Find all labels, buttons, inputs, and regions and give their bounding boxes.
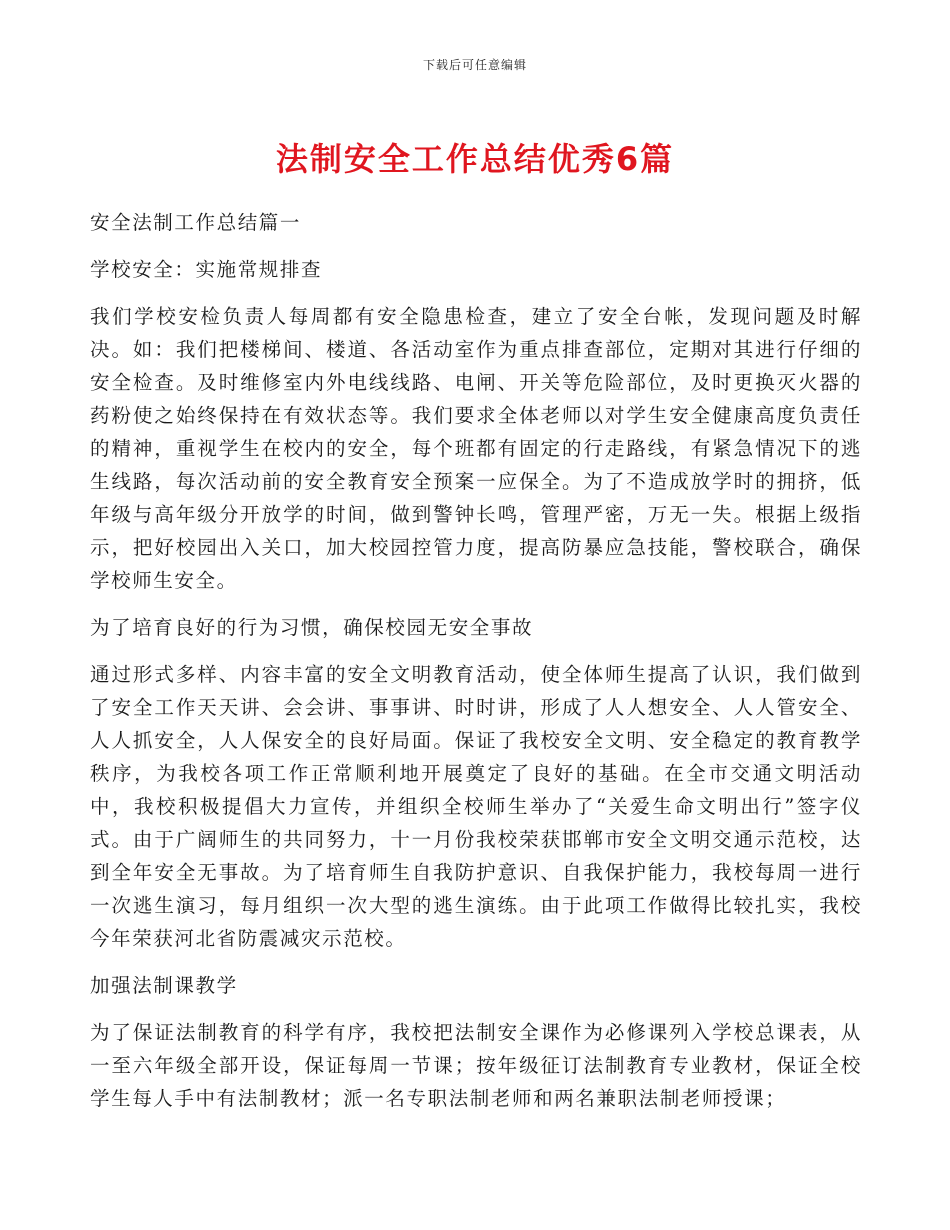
document-body xyxy=(90,206,862,1129)
document-title: 法制安全工作总结优秀6篇 xyxy=(275,140,675,178)
subsection-heading: 学校安全：实施常规排查 xyxy=(90,258,323,281)
header-note: 下载后可任意编辑 xyxy=(422,58,527,72)
body-paragraph: 通过形式多样、内容丰富的安全文明教育活动，使全体师生提高了认识，我们做到了安全工作天天讲、会会讲、事事讲、时时讲，形成了人人想安全、人人管安全、人人抓安全，人人保安全的良好局面。保证了我校安全文明、安全稳定的教育教学秩序，为我校各项工作正常顺利地开展奠定了良好的基础。在全市交通文明活动中，我校积极提倡大力宣传，并组织全校师生举办了“关爱生命文明出行”签字仪式。由于广阔师生的共同努力，十一月份我校荣获邯郸市安全文明交通示范校，达到全年安全无事故。为了培育师生自我防护意识、自我保护能力，我校每周一进行一次逃生演习，每月组织一次大型的逃生演练。由于此项工作做得比较扎实，我校今年荣获河北省防震减灾示范校。 xyxy=(90,663,862,950)
body-paragraph: 为了保证法制教育的科学有序，我校把法制安全课作为必修课列入学校总课表，从一至六年级全部开设，保证每周一节课；按年级征订法制教育专业教材，保证全校学生每人手中有法制教材；派一名专职法制老师和两名兼职法制老师授课； xyxy=(90,1021,862,1110)
section-heading: 安全法制工作总结篇一 xyxy=(90,211,302,234)
subsection-heading: 为了培育良好的行为习惯，确保校园无安全事故 xyxy=(90,616,534,639)
body-paragraph: 我们学校安检负责人每周都有安全隐患检查，建立了安全台帐，发现问题及时解决。如：我们把楼梯间、楼道、各活动室作为重点排查部位，定期对其进行仔细的安全检查。及时维修室内外电线线路、电闸、开关等危险部位，及时更换灭火器的药粉使之始终保持在有效状态等。我们要求全体老师以对学生安全健康高度负责任的精神，重视学生在校内的安全，每个班都有固定的行走路线，有紧急情况下的逃生线路，每次活动前的安全教育安全预案一应保全。为了不造成放学时的拥挤，低年级与高年级分开放学的时间，做到警钟长鸣，管理严密，万无一失。根据上级指示，把好校园出入关口，加大校园控管力度，提高防暴应急技能，警校联合，确保学校师生安全。 xyxy=(90,305,862,592)
subsection-heading: 加强法制课教学 xyxy=(90,974,238,997)
